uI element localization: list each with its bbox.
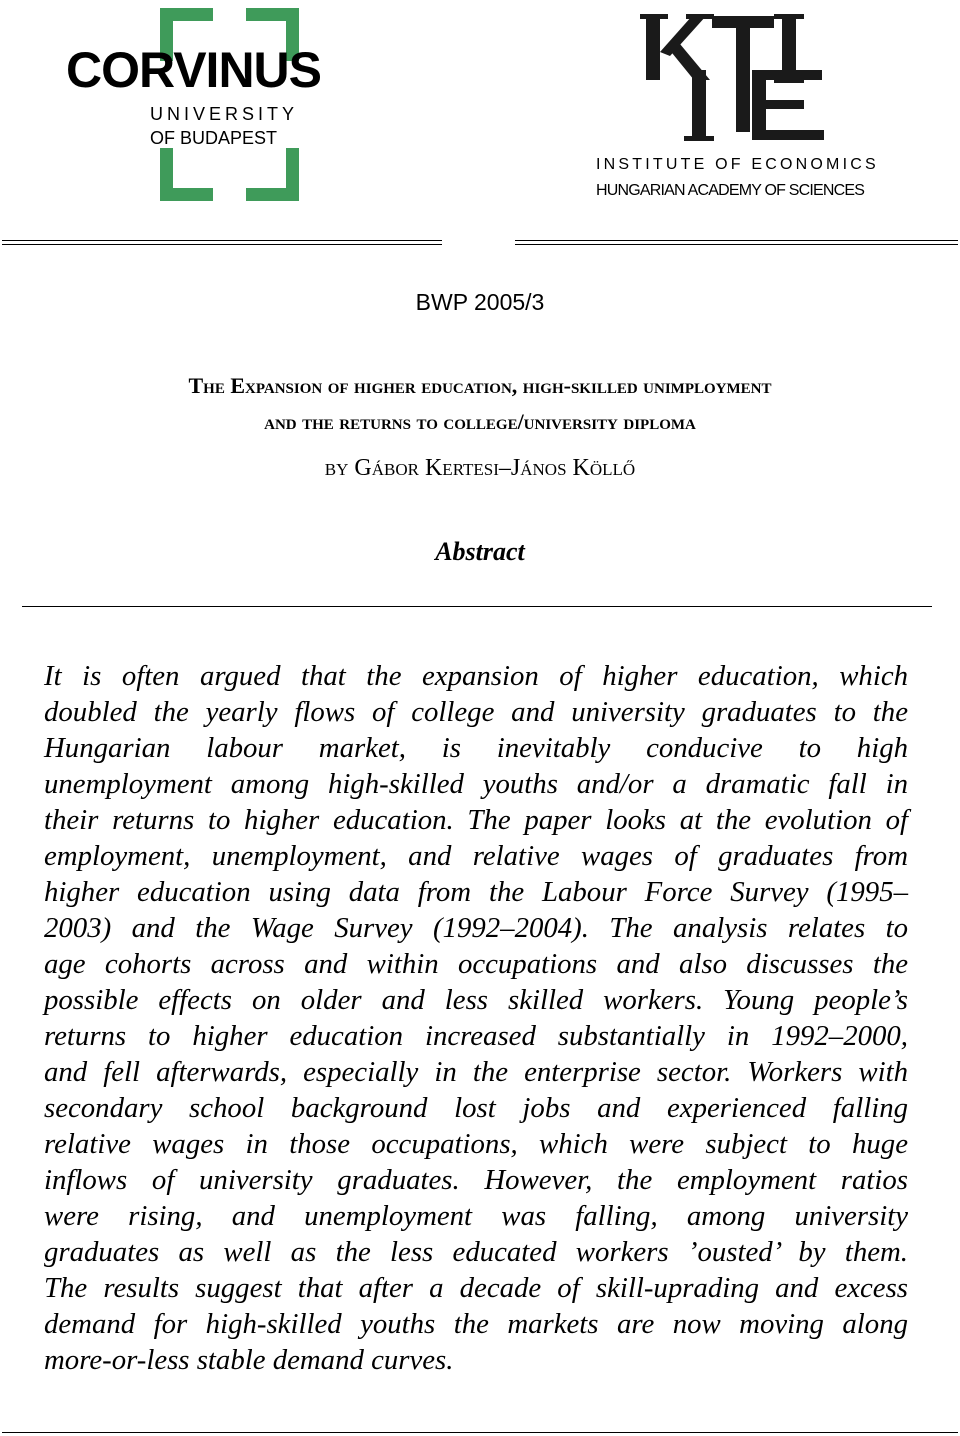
abstract-line: unemployment among high-skilled youths and/or a dramatic fall in <box>44 768 908 800</box>
abstract-line: employment, unemployment, and relative wages of graduates from <box>44 840 908 872</box>
paper-title <box>0 368 960 440</box>
corvinus-bracket-bottom-left-icon <box>160 148 213 201</box>
corvinus-budapest-label: OF BUDAPEST <box>150 128 278 148</box>
corvinus-wordmark: CORVINUS <box>66 42 322 98</box>
institute-of-economics-label: INSTITUTE OF ECONOMICS <box>596 156 879 173</box>
hungarian-academy-label: HUNGARIAN ACADEMY OF SCIENCES <box>596 182 865 199</box>
footer-rule <box>2 1432 958 1433</box>
abstract-line: doubled the yearly flows of college and university graduates to the <box>44 696 908 728</box>
header-rule-right <box>515 240 958 245</box>
corvinus-university-label: UNIVERSITY <box>150 104 299 124</box>
abstract-line: were rising, and unemployment was falling, among university <box>44 1200 908 1232</box>
abstract-heading: Abstract <box>435 537 525 566</box>
paper-number: BWP 2005/3 <box>415 289 545 315</box>
abstract-line: possible effects on older and less skilled workers. Young people’s <box>44 984 908 1016</box>
abstract-line: age cohorts across and within occupations and also discusses the <box>44 948 908 980</box>
abstract-line: and fell afterwards, especially in the enterprise sector. Workers with <box>44 1056 908 1088</box>
abstract-line: secondary school background lost jobs and experienced falling <box>44 1092 908 1124</box>
abstract-line: graduates as well as the less educated workers ’ousted’ by them. <box>44 1236 908 1268</box>
abstract-line: 2003) and the Wage Survey (1992–2004). The analysis relates to <box>44 912 908 944</box>
abstract-line: The results suggest that after a decade of skill-uprading and excess <box>44 1272 908 1304</box>
corvinus-bracket-bottom-right-icon <box>246 148 299 201</box>
kti-ie-letters-icon <box>640 8 840 148</box>
abstract-rule <box>22 606 932 607</box>
abstract-line: relative wages in those occupations, which were subject to huge <box>44 1128 908 1160</box>
abstract-line: returns to higher education increased substantially in 1992–2000, <box>44 1020 908 1052</box>
paper-title-line-1: The Expansion of higher education, high-skilled unimployment <box>188 373 772 398</box>
paper-authors: by Gábor Kertesi–János Köllő <box>324 455 636 481</box>
abstract-line: more-or-less stable demand curves. <box>44 1344 454 1376</box>
abstract-line: their returns to higher education. The paper looks at the evolution of <box>44 804 908 836</box>
abstract-line: demand for high-skilled youths the markets are now moving along <box>44 1308 908 1340</box>
abstract-line: inflows of university graduates. However, the employment ratios <box>44 1164 908 1196</box>
abstract-body <box>44 658 908 1378</box>
paper-title-line-2: and the returns to college/university diploma <box>264 409 696 434</box>
kti-ie-logo <box>640 8 840 148</box>
abstract-line: Hungarian labour market, is inevitably conducive to high <box>44 732 908 764</box>
corvinus-logo <box>66 6 366 192</box>
abstract-line: higher education using data from the Labour Force Survey (1995– <box>44 876 908 908</box>
abstract-line: It is often argued that the expansion of higher education, which <box>44 660 908 692</box>
header-rule-left <box>2 240 442 245</box>
